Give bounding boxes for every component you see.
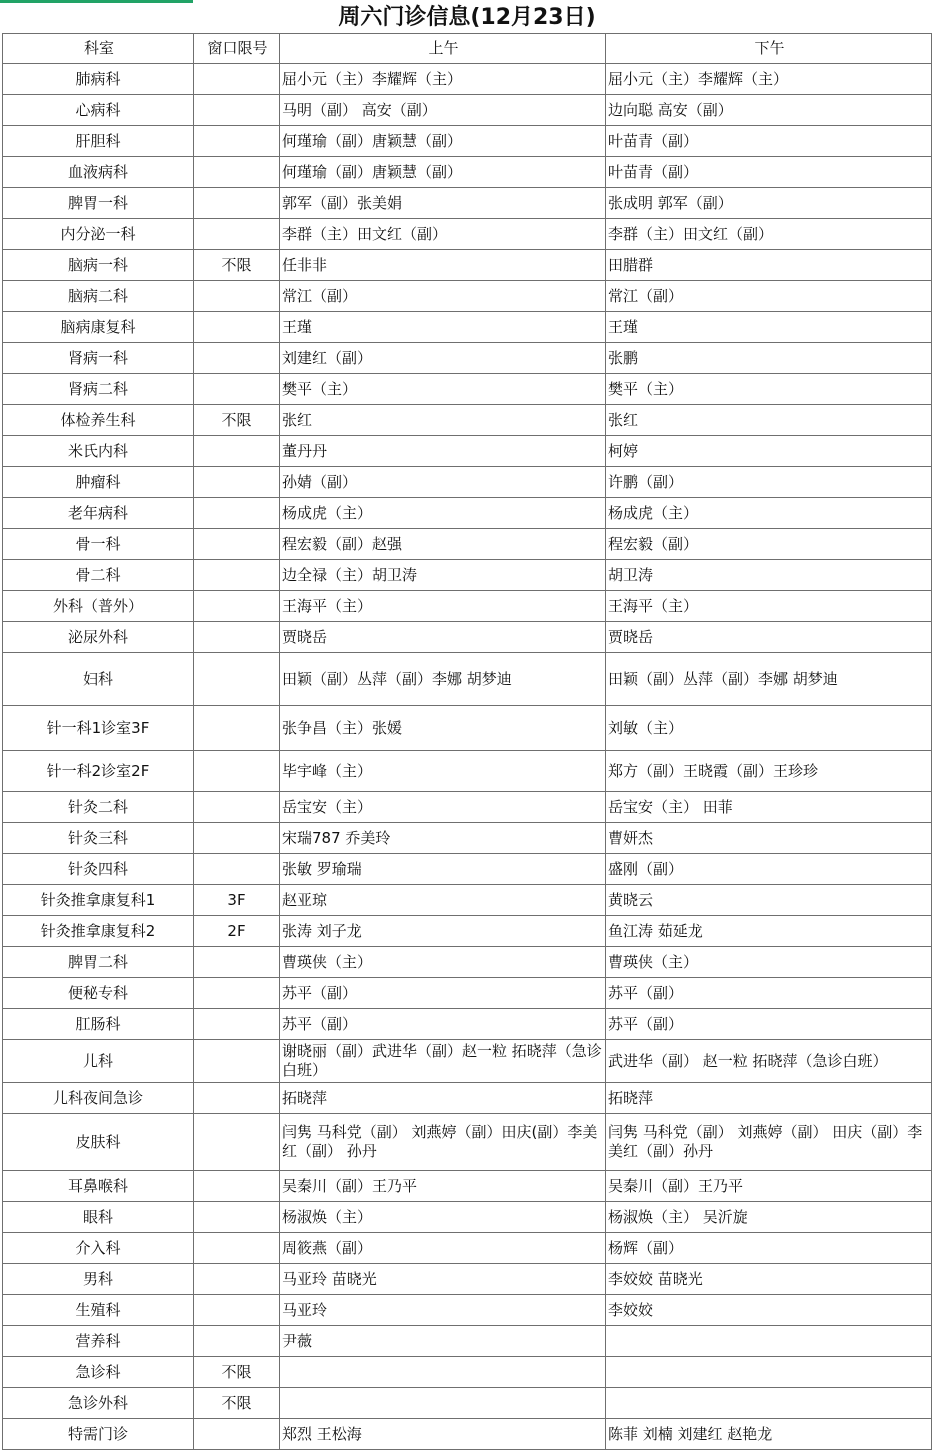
afternoon-cell: 贾晓岳 (606, 622, 932, 653)
window-limit-cell (194, 591, 280, 622)
dept-cell: 肿瘤科 (3, 467, 194, 498)
window-limit-cell (194, 1419, 280, 1450)
morning-cell: 杨成虎（主） (280, 498, 606, 529)
dept-cell: 肾病二科 (3, 374, 194, 405)
morning-cell: 周筱燕（副） (280, 1233, 606, 1264)
dept-cell: 老年病科 (3, 498, 194, 529)
window-limit-cell (194, 622, 280, 653)
window-limit-cell (194, 1233, 280, 1264)
afternoon-cell: 边向聪 高安（副） (606, 95, 932, 126)
morning-cell: 何瑾瑜（副）唐颖慧（副） (280, 157, 606, 188)
afternoon-cell (606, 1388, 932, 1419)
window-limit-cell (194, 751, 280, 792)
window-limit-cell (194, 1295, 280, 1326)
dept-cell: 肺病科 (3, 64, 194, 95)
window-limit-cell: 不限 (194, 1357, 280, 1388)
dept-cell: 内分泌一科 (3, 219, 194, 250)
window-limit-cell (194, 1040, 280, 1083)
morning-cell: 程宏毅（副）赵强 (280, 529, 606, 560)
window-limit-cell (194, 436, 280, 467)
dept-cell: 耳鼻喉科 (3, 1171, 194, 1202)
afternoon-cell: 黄晓云 (606, 885, 932, 916)
afternoon-cell: 柯婷 (606, 436, 932, 467)
dept-cell: 脑病一科 (3, 250, 194, 281)
morning-cell: 马亚玲 苗晓光 (280, 1264, 606, 1295)
window-limit-cell (194, 126, 280, 157)
table-row (3, 529, 932, 560)
window-limit-cell (194, 1171, 280, 1202)
table-row (3, 436, 932, 467)
morning-cell: 常江（副） (280, 281, 606, 312)
afternoon-cell: 苏平（副） (606, 978, 932, 1009)
table-row (3, 823, 932, 854)
morning-cell: 樊平（主） (280, 374, 606, 405)
dept-cell: 儿科 (3, 1040, 194, 1083)
table-row (3, 978, 932, 1009)
table-row (3, 947, 932, 978)
window-limit-cell (194, 374, 280, 405)
morning-cell (280, 1388, 606, 1419)
afternoon-cell: 曹妍杰 (606, 823, 932, 854)
afternoon-cell: 盛刚（副） (606, 854, 932, 885)
morning-cell: 刘建红（副） (280, 343, 606, 374)
window-limit-cell (194, 1264, 280, 1295)
window-limit-cell: 不限 (194, 1388, 280, 1419)
dept-cell: 肾病一科 (3, 343, 194, 374)
table-row (3, 219, 932, 250)
morning-cell: 郑烈 王松海 (280, 1419, 606, 1450)
window-limit-cell (194, 467, 280, 498)
morning-cell: 何瑾瑜（副）唐颖慧（副） (280, 126, 606, 157)
window-limit-cell (194, 854, 280, 885)
header-row (3, 34, 932, 64)
morning-cell: 岳宝安（主） (280, 792, 606, 823)
morning-cell: 闫隽 马科党（副） 刘燕婷（副）田庆(副）李美红（副） 孙丹 (280, 1114, 606, 1171)
dept-cell: 便秘专科 (3, 978, 194, 1009)
afternoon-cell: 叶苗青（副） (606, 126, 932, 157)
dept-cell: 急诊外科 (3, 1388, 194, 1419)
dept-cell: 介入科 (3, 1233, 194, 1264)
morning-cell: 张红 (280, 405, 606, 436)
dept-cell: 男科 (3, 1264, 194, 1295)
window-limit-cell (194, 947, 280, 978)
dept-cell: 营养科 (3, 1326, 194, 1357)
window-limit-cell (194, 560, 280, 591)
table-row (3, 250, 932, 281)
morning-cell: 郭军（副）张美娟 (280, 188, 606, 219)
window-limit-cell: 不限 (194, 250, 280, 281)
table-row (3, 1083, 932, 1114)
afternoon-cell: 王瑾 (606, 312, 932, 343)
afternoon-cell: 杨成虎（主） (606, 498, 932, 529)
table-row (3, 312, 932, 343)
table-row (3, 916, 932, 947)
table-row (3, 1171, 932, 1202)
window-limit-cell (194, 823, 280, 854)
table-row (3, 1419, 932, 1450)
morning-cell: 马亚玲 (280, 1295, 606, 1326)
dept-cell: 针灸三科 (3, 823, 194, 854)
afternoon-cell: 拓晓萍 (606, 1083, 932, 1114)
dept-cell: 针灸推拿康复科1 (3, 885, 194, 916)
window-limit-cell (194, 653, 280, 706)
dept-cell: 肝胆科 (3, 126, 194, 157)
afternoon-cell: 田颖（副）丛萍（副）李娜 胡梦迪 (606, 653, 932, 706)
dept-cell: 针一科1诊室3F (3, 706, 194, 751)
dept-cell: 特需门诊 (3, 1419, 194, 1450)
table-row (3, 885, 932, 916)
afternoon-cell: 叶苗青（副） (606, 157, 932, 188)
afternoon-cell: 李群（主）田文红（副） (606, 219, 932, 250)
dept-cell: 血液病科 (3, 157, 194, 188)
afternoon-cell: 陈菲 刘楠 刘建红 赵艳龙 (606, 1419, 932, 1450)
afternoon-cell: 曹瑛侠（主） (606, 947, 932, 978)
dept-cell: 脾胃二科 (3, 947, 194, 978)
table-row (3, 1388, 932, 1419)
dept-cell: 眼科 (3, 1202, 194, 1233)
table-row (3, 498, 932, 529)
table-row (3, 1040, 932, 1083)
page-title: 周六门诊信息(12月23日) (338, 5, 596, 30)
dept-cell: 针灸二科 (3, 792, 194, 823)
window-limit-cell (194, 792, 280, 823)
afternoon-cell: 常江（副） (606, 281, 932, 312)
dept-cell: 生殖科 (3, 1295, 194, 1326)
window-limit-cell (194, 1326, 280, 1357)
dept-cell: 泌尿外科 (3, 622, 194, 653)
window-limit-cell (194, 529, 280, 560)
morning-cell: 屈小元（主）李耀辉（主） (280, 64, 606, 95)
dept-cell: 针灸四科 (3, 854, 194, 885)
afternoon-cell: 鱼江涛 茹延龙 (606, 916, 932, 947)
morning-cell: 谢晓丽（副）武进华（副）赵一粒 拓晓萍（急诊白班） (280, 1040, 606, 1083)
window-limit-cell: 2F (194, 916, 280, 947)
afternoon-cell: 杨辉（副） (606, 1233, 932, 1264)
morning-cell: 马明（副） 高安（副） (280, 95, 606, 126)
window-limit-cell (194, 312, 280, 343)
morning-cell: 张敏 罗瑜瑞 (280, 854, 606, 885)
morning-cell: 吴秦川（副）王乃平 (280, 1171, 606, 1202)
table-row (3, 1357, 932, 1388)
morning-cell: 王瑾 (280, 312, 606, 343)
morning-cell: 边全禄（主）胡卫涛 (280, 560, 606, 591)
morning-cell: 田颖（副）丛萍（副）李娜 胡梦迪 (280, 653, 606, 706)
header-morning: 上午 (280, 34, 606, 64)
window-limit-cell (194, 1083, 280, 1114)
dept-cell: 儿科夜间急诊 (3, 1083, 194, 1114)
table-row (3, 188, 932, 219)
afternoon-cell: 王海平（主） (606, 591, 932, 622)
afternoon-cell: 胡卫涛 (606, 560, 932, 591)
window-limit-cell (194, 188, 280, 219)
dept-cell: 心病科 (3, 95, 194, 126)
dept-cell: 体检养生科 (3, 405, 194, 436)
morning-cell: 王海平（主） (280, 591, 606, 622)
afternoon-cell: 郑方（副）王晓霞（副）王珍珍 (606, 751, 932, 792)
window-limit-cell (194, 343, 280, 374)
dept-cell: 骨二科 (3, 560, 194, 591)
morning-cell: 张争昌（主）张媛 (280, 706, 606, 751)
table-row (3, 157, 932, 188)
afternoon-cell: 岳宝安（主） 田菲 (606, 792, 932, 823)
window-limit-cell: 3F (194, 885, 280, 916)
morning-cell: 拓晓萍 (280, 1083, 606, 1114)
table-row (3, 1009, 932, 1040)
afternoon-cell: 杨淑焕（主） 吴沂旋 (606, 1202, 932, 1233)
table-row (3, 1114, 932, 1171)
window-limit-cell (194, 706, 280, 751)
dept-cell: 脑病康复科 (3, 312, 194, 343)
table-row (3, 95, 932, 126)
afternoon-cell: 吴秦川（副）王乃平 (606, 1171, 932, 1202)
afternoon-cell: 张红 (606, 405, 932, 436)
afternoon-cell: 李姣姣 (606, 1295, 932, 1326)
table-row (3, 706, 932, 751)
table-row (3, 1326, 932, 1357)
dept-cell: 急诊科 (3, 1357, 194, 1388)
dept-cell: 针灸推拿康复科2 (3, 916, 194, 947)
dept-cell: 脾胃一科 (3, 188, 194, 219)
table-row (3, 281, 932, 312)
dept-cell: 皮肤科 (3, 1114, 194, 1171)
dept-cell: 米氏内科 (3, 436, 194, 467)
window-limit-cell (194, 281, 280, 312)
afternoon-cell: 苏平（副） (606, 1009, 932, 1040)
afternoon-cell (606, 1326, 932, 1357)
dept-cell: 针一科2诊室2F (3, 751, 194, 792)
header-dept: 科室 (3, 34, 194, 64)
dept-cell: 妇科 (3, 653, 194, 706)
morning-cell: 苏平（副） (280, 978, 606, 1009)
dept-cell: 骨一科 (3, 529, 194, 560)
morning-cell: 杨淑焕（主） (280, 1202, 606, 1233)
table-row (3, 1295, 932, 1326)
afternoon-cell: 樊平（主） (606, 374, 932, 405)
table-row (3, 126, 932, 157)
morning-cell: 李群（主）田文红（副） (280, 219, 606, 250)
table-row (3, 1264, 932, 1295)
afternoon-cell: 程宏毅（副） (606, 529, 932, 560)
morning-cell: 苏平（副） (280, 1009, 606, 1040)
header-window-limit: 窗口限号 (194, 34, 280, 64)
table-row (3, 653, 932, 706)
table-row (3, 1233, 932, 1264)
window-limit-cell (194, 1202, 280, 1233)
table-row (3, 405, 932, 436)
table-row (3, 792, 932, 823)
morning-cell (280, 1357, 606, 1388)
table-row (3, 591, 932, 622)
dept-cell: 外科（普外） (3, 591, 194, 622)
afternoon-cell: 屈小元（主）李耀辉（主） (606, 64, 932, 95)
window-limit-cell: 不限 (194, 405, 280, 436)
morning-cell: 贾晓岳 (280, 622, 606, 653)
morning-cell: 尹薇 (280, 1326, 606, 1357)
window-limit-cell (194, 64, 280, 95)
morning-cell: 孙婧（副） (280, 467, 606, 498)
table-row (3, 467, 932, 498)
table-row (3, 64, 932, 95)
table-row (3, 343, 932, 374)
morning-cell: 董丹丹 (280, 436, 606, 467)
morning-cell: 张涛 刘子龙 (280, 916, 606, 947)
afternoon-cell: 张鹏 (606, 343, 932, 374)
dept-cell: 脑病二科 (3, 281, 194, 312)
morning-cell: 毕宇峰（主） (280, 751, 606, 792)
afternoon-cell: 田腊群 (606, 250, 932, 281)
afternoon-cell (606, 1357, 932, 1388)
afternoon-cell: 张成明 郭军（副） (606, 188, 932, 219)
morning-cell: 任非非 (280, 250, 606, 281)
window-limit-cell (194, 157, 280, 188)
afternoon-cell: 刘敏（主） (606, 706, 932, 751)
morning-cell: 宋瑞787 乔美玲 (280, 823, 606, 854)
table-row (3, 560, 932, 591)
window-limit-cell (194, 219, 280, 250)
window-limit-cell (194, 1009, 280, 1040)
header-afternoon: 下午 (606, 34, 932, 64)
schedule-body (3, 64, 932, 1450)
table-row (3, 854, 932, 885)
window-limit-cell (194, 498, 280, 529)
afternoon-cell: 闫隽 马科党（副） 刘燕婷（副） 田庆（副）李美红（副）孙丹 (606, 1114, 932, 1171)
window-limit-cell (194, 95, 280, 126)
morning-cell: 曹瑛侠（主） (280, 947, 606, 978)
afternoon-cell: 许鹏（副） (606, 467, 932, 498)
window-limit-cell (194, 978, 280, 1009)
table-row (3, 622, 932, 653)
window-limit-cell (194, 1114, 280, 1171)
dept-cell: 肛肠科 (3, 1009, 194, 1040)
table-row (3, 1202, 932, 1233)
afternoon-cell: 李姣姣 苗晓光 (606, 1264, 932, 1295)
table-row (3, 374, 932, 405)
morning-cell: 赵亚琼 (280, 885, 606, 916)
afternoon-cell: 武进华（副） 赵一粒 拓晓萍（急诊白班） (606, 1040, 932, 1083)
table-row (3, 751, 932, 792)
schedule-table (2, 33, 932, 1450)
